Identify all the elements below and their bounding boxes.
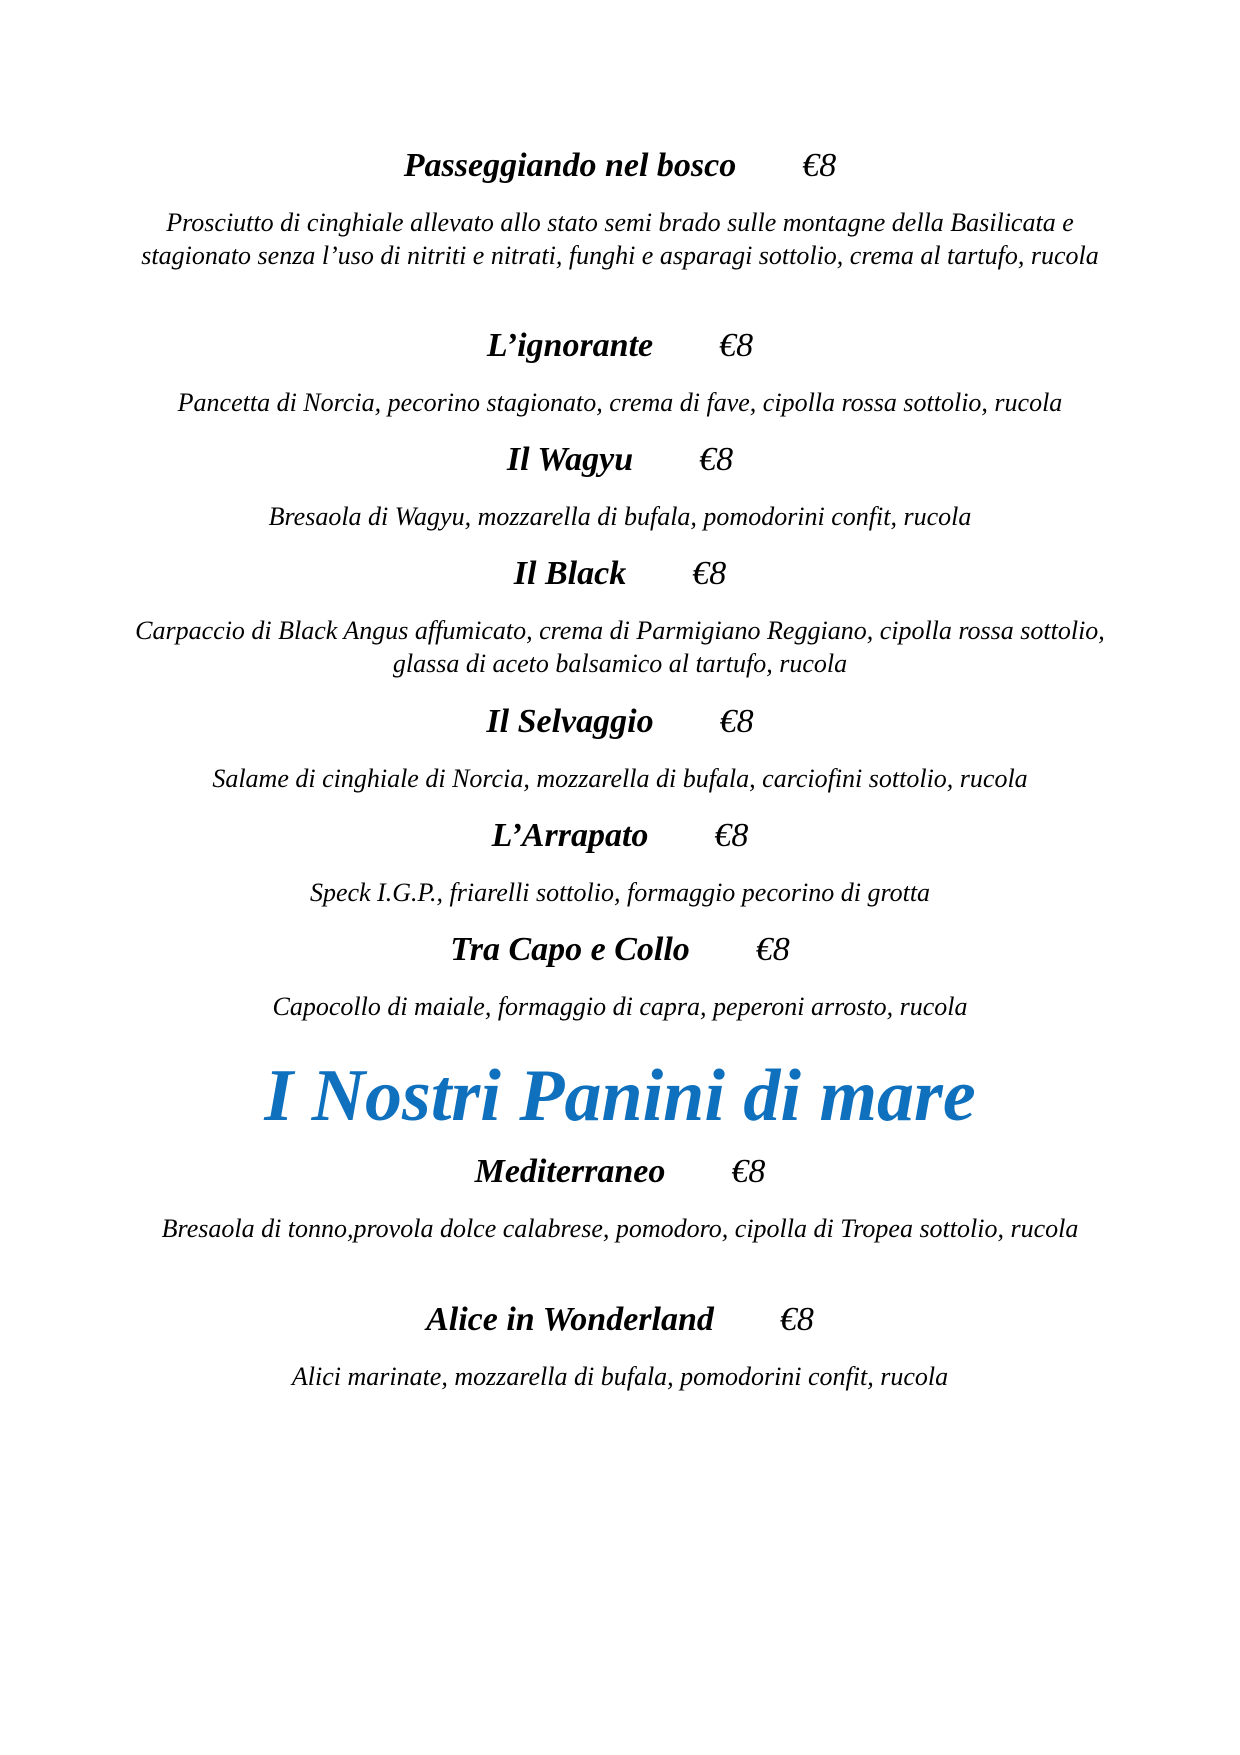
menu-item-mediterraneo [0,1152,1240,1245]
item-description: Speck I.G.P., friarelli sottolio, formaggio pecorino di grotta [309,878,931,907]
item-name: Tra Capo e Collo [450,931,690,968]
menu-item-il-black [0,554,1240,680]
item-title [0,326,1240,366]
item-price: €8 [779,1301,814,1338]
item-price: €8 [719,327,754,364]
item-name: Il Black [513,555,627,592]
menu-item-lignorante [0,326,1240,419]
item-price: €8 [719,703,754,740]
item-title [0,702,1240,742]
item-name: Passeggiando nel bosco [403,147,737,184]
item-name: Alice in Wonderland [426,1301,714,1338]
item-title [0,146,1240,186]
item-price: €8 [699,441,734,478]
item-title [0,440,1240,480]
item-title [0,1152,1240,1192]
item-price: €8 [692,555,727,592]
section-title-panini-di-mare: I Nostri Panini di mare [264,1055,976,1137]
item-title [0,930,1240,970]
item-description: Prosciutto di cinghiale allevato allo stato semi brado sulle montagne della Basilicata e stagionato senza l’uso di nitriti e nitrati, funghi e asparagi sottolio, crema al tartufo, rucola [141,208,1099,270]
item-description: Alici marinate, mozzarella di bufala, pomodorini confit, rucola [291,1362,949,1391]
item-title [0,816,1240,856]
item-name: Mediterraneo [474,1153,666,1190]
item-description: Capocollo di maiale, formaggio di capra, peperoni arrosto, rucola [272,992,968,1021]
menu-item-passeggiando-nel-bosco [0,146,1240,272]
menu-item-larrapato [0,816,1240,909]
menu-item-alice-in-wonderland [0,1300,1240,1393]
menu-item-il-selvaggio [0,702,1240,795]
menu-item-il-wagyu [0,440,1240,533]
item-title [0,554,1240,594]
item-name: Il Wagyu [506,441,634,478]
item-price: €8 [802,147,837,184]
item-description: Bresaola di tonno,provola dolce calabrese, pomodoro, cipolla di Tropea sottolio, rucola [161,1214,1079,1243]
item-description: Salame di cinghiale di Norcia, mozzarella di bufala, carciofini sottolio, rucola [212,764,1028,793]
item-description: Pancetta di Norcia, pecorino stagionato, crema di fave, cipolla rossa sottolio, rucola [177,388,1063,417]
menu-item-tra-capo-e-collo [0,930,1240,1023]
item-name: Il Selvaggio [486,703,654,740]
item-description: Bresaola di Wagyu, mozzarella di bufala, pomodorini confit, rucola [268,502,972,531]
item-price: €8 [714,817,749,854]
item-name: L’ignorante [486,327,654,364]
item-name: L’Arrapato [491,817,649,854]
item-title [0,1300,1240,1340]
item-price: €8 [731,1153,766,1190]
item-description: Carpaccio di Black Angus affumicato, crema di Parmigiano Reggiano, cipolla rossa sottolio, glassa di aceto balsamico al tartufo, rucola [135,616,1105,678]
item-price: €8 [755,931,790,968]
